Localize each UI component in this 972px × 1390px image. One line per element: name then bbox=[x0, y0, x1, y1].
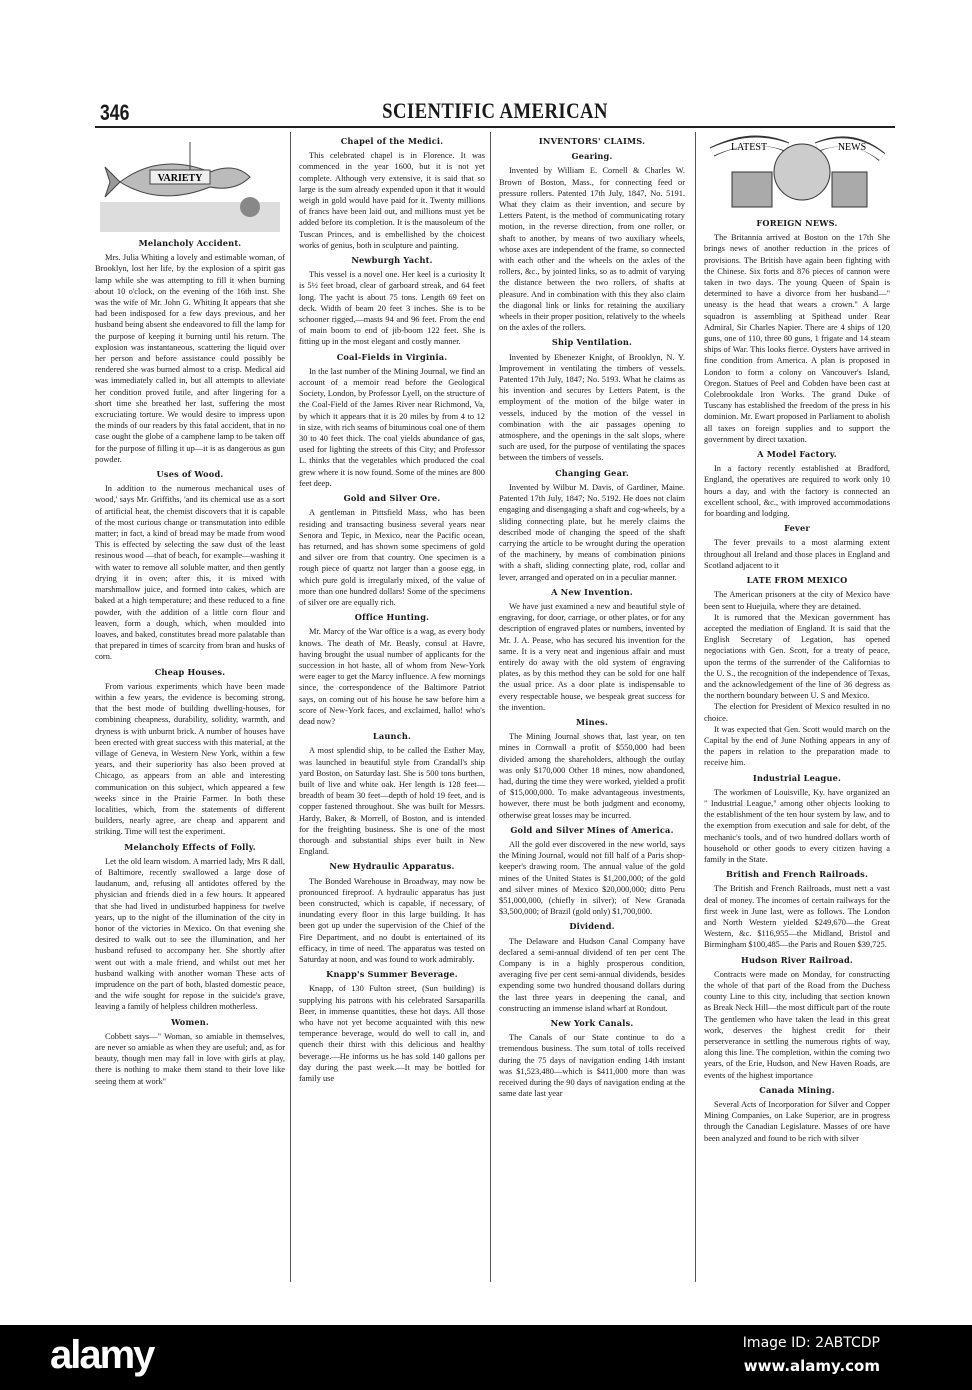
article-paragraph: Cobbett says—" Woman, so amiable in themselves, are never so amiable as when they are useful; and, as for beauty, though men may fall in love with girls at play, there is nothing to make them stand to their love like seeing them at work" bbox=[95, 1031, 285, 1086]
article-paragraph: The American prisoners at the city of Mexico have been sent to Huejuila, where they are detained. bbox=[704, 590, 890, 611]
article-heading: British and French Railroads. bbox=[726, 869, 868, 880]
watermark-url: www.alamy.com bbox=[743, 1357, 880, 1375]
article-paragraph: In addition to the numerous mechanical uses of wood,' says Mr. Griffiths, 'and its chemical use as a sort of artificial heat, the chemist discovers that it is capable of the most curious change or transmutation into edible matter; in fact, a kind of bread may be made from wood This is effected by selecting the saw dust of the least resinous wood —that of beach, for example—washing it with water to remove all soluble matter, and then gently drying it in oven; after this, it is mixed with marshmallow juice, and formed into cakes, which are baked at a high temperature; and these reduced to a fine powder, with the addition of a little corn flour and leaven, form a dough, which, when moulded into loaves, and baked, constitutes bread more palatable than that prepared in times of scarcity from bran and husks of corn. bbox=[95, 484, 285, 662]
article-paragraph: The election for President of Mexico resulted in no choice. bbox=[704, 702, 890, 723]
article-paragraph: All the gold ever discovered in the new world, says the Mining Journal, would not fill half of a Paris shop-keeper's drawing room. The annual value of the gold mines of the United States is $1,200,000; of the gold and silver mines of Mexico $20,000,000; ditto Peru $51,000,000, (chiefly in silver); of New Granada $3,500,000; of Brazil (gold only) $1,700,000. bbox=[499, 839, 685, 917]
page-header bbox=[95, 96, 895, 128]
publication-title: SCIENTIFIC AMERICAN bbox=[382, 98, 608, 123]
article-heading: Knapp's Summer Beverage. bbox=[326, 969, 458, 980]
column-articles bbox=[704, 218, 890, 1144]
article-heading: Newburgh Yacht. bbox=[351, 255, 433, 266]
column-3 bbox=[490, 132, 685, 1282]
article-heading: Melancholy Accident. bbox=[138, 238, 242, 248]
article-paragraph: A most splendid ship, to be called the Esther May, was launched in beautiful style from Crandall's ship yard Boston, on Saturday last. She is 500 tons burthen, built of live and white oak. Her length is 128 feet—breadth of beam 30 feet—depth of hold 19 feet, and is copper fastened throughout. She was built for Messrs. Hardy, Baker, & Morrell, of Boston, and is intended for the freighting business. She is one of the most thorough and substantial ships ever built in New England. bbox=[299, 746, 485, 857]
column-2 bbox=[290, 132, 485, 1282]
article-heading: Gold and Silver Mines of America. bbox=[510, 824, 674, 835]
article-paragraph: This vessel is a novel one. Her keel is a curiosity It is 5½ feet broad, clear of garboard streak, and 64 feet long. The yacht is about 75 tons. Length 69 feet on deck. Width of beam 20 feet 3 inches. She is to be schooner rigged,—masts 94 and 96 feet. From the end of main boom to end of jib-boom 122 feet. She is fitting up in the most elegant and costly manner. bbox=[299, 270, 485, 347]
column-4 bbox=[695, 132, 890, 1282]
article-paragraph: It was expected that Gen. Scott would march on the Capital by the end of June Nothing appears in any of the papers in relation to the preparation made to receive him. bbox=[704, 724, 890, 768]
article-heading: Industrial League. bbox=[752, 772, 842, 783]
article-paragraph: The Delaware and Hudson Canal Company have declared a semi-annual dividend of ten per cent The Company is in a highly prosperous condition, averaging five per cent semi-annual dividends, besides expending some two hundred thousand dollars during the last three years in deepening the canal, and constructing an immense island wharf at Rondout. bbox=[499, 936, 685, 1013]
article-heading: Dividend. bbox=[569, 921, 615, 932]
article-paragraph: Invented by Ebenezer Knight, of Brooklyn, N. Y. Improvement in ventilating the timbers of vessels. Patented 17th July, 1847; No. 5193. What he claims as his invention and secures by Letters Patent, is the employment of the motion of the bilge water in vessels, induced by the motion of the vessel in combination with the air passages opening to atmosphere, and the openings in the salt slops, where such are used, for the purpose of ventilating the spaces between the timbers of vessels. bbox=[499, 352, 685, 463]
article-paragraph: The Canals of our State continue to do a tremendous business. The sum total of tolls received during the 75 days of navigation ending 14th instant was $1,523,480—which is $411,000 more than was received during the 90 days of navigation ending at the same date last year bbox=[499, 1033, 685, 1099]
article-heading: A New Invention. bbox=[551, 586, 633, 597]
article-paragraph: Mr. Marcy of the War office is a wag, as every body knows. The death of Mr. Beasly, consul at Havre, having brought the usual number of applicants for the succession in hot haste, all of whom from New-York were eager to get the Marcy influence. A few mornings since, the correspondence of the Baltimore Patriot says, on coming out of his house he saw before him a score of New-York faces, and exclaimed, hallo! who's dead now? bbox=[299, 627, 485, 726]
article-heading: Fever bbox=[784, 523, 810, 534]
latest-news-banner-illustration bbox=[707, 132, 887, 212]
article-paragraph: Mrs. Julia Whiting a lovely and estimable woman, of Brooklyn, lost her life, by the explosion of a spirit gas lamp while she was attempting to fill it when burning about 10 o'clock, on the evening of the 16th inst. She was the wife of Mr. John G. Whiting It appears that she had been indisposed for a few days previous, and her husband being absent she endeavored to fill the lamp for the purpose of keeping it burning until his return. The explosion was instantaneous, scattering the liquid over her person and before assistance could possibly be rendered she was burned almost to a crisp. Medical aid was immediately called in, but all attempts to alleviate her condition proved futile, and after lingering for a short time she breathed her last, suffering the most excruciating torture. We would desire to impress upon the minds of our readers by this fatal accident, that in no case ought the globe of a camphene lamp to be taken off for the purpose of filling it up—it is as dangerous as gun powder. bbox=[95, 253, 285, 464]
article-heading: Gearing. bbox=[571, 151, 613, 162]
article-paragraph: Knapp, of 130 Fulton street, (Sun building) is supplying his patrons with his celebrated Sarsaparilla Beer, in immense quantities, these hot days. All those who have not yet become acquainted with this new temperance beverage, would do well to call in, and quench their thirst with this delicious and healthy beverage.—He informs us he has sold 140 gallons per day during the past week.—It may be bottled for family use bbox=[299, 984, 485, 1084]
article-heading: New Hydraulic Apparatus. bbox=[329, 861, 455, 872]
article-paragraph: Invented by William E. Cornell & Charles W. Brown of Boston, Mass., for connecting feed or pressure rollers. Patented 17th July, 1847, No. 5191. What they claim as their invention, and secure by Letters Patent, is the method of communicating rotary motion, in the reverse direction, from one roller, or shaft to another, by means of two auxiliary wheels, whose axes are independent of the frame, so connected with each other and the wheels on the axles of the rollers, &c., by jointed links, so as to admit of varying the distance between the two rollers, of shafts at pleasure. And in combination with this they also claim the diagonal link or links for retaining the auxiliary wheels in their proper position, relatively to the wheels on the axles of the rollers. bbox=[499, 166, 685, 333]
article-heading: Office Hunting. bbox=[354, 612, 430, 623]
column-articles bbox=[95, 238, 285, 1087]
svg-text:VARIETY: VARIETY bbox=[157, 173, 203, 184]
article-paragraph: In a factory recently established at Bradford, England, the operatives are required to work only 10 hours a day, and with the factory is connected an excellent school, &c., with improved accommodations for boarding and lodging. bbox=[704, 464, 890, 519]
article-paragraph: The Mining Journal shows that, last year, on ten mines in Cornwall a profit of $550,000 had been divided among the shareholders, although the outlay was only $170,000 Other 18 mines, now abandoned, had, during the time they were worked, yielded a profit of $15,000,000. To make advantageous investments, however, there must be both judgment and economy, otherwise great losses may be incurred. bbox=[499, 732, 685, 820]
article-paragraph: We have just examined a new and beautiful style of engraving, for door, carriage, or other plates, or for any description of engraved plates or numbers, invented by Mr. J. A. Pease, who has secured his invention for the same. It is a very neat and ingenious affair and must entirely do away with the old system of engraving plates, as by this method they can be sold for one half the usual price. As a door plate is indispensable to every respectable house, we bespeak great success for the invention. bbox=[499, 601, 685, 712]
article-heading: A Model Factory. bbox=[757, 449, 837, 460]
article-heading: Gold and Silver Ore. bbox=[343, 493, 441, 504]
variety-fish-illustration bbox=[100, 132, 280, 232]
banner-news-text: NEWS bbox=[837, 142, 867, 153]
article-paragraph: Invented by Wilbur M. Davis, of Gardiner, Maine. Patented 17th July, 1847; No. 5192. He does not claim engaging and disengaging a shaft and cog-wheels, by a sliding connecting plate, but he merely claims the described mode of changing the speed of the shaft carrying the article to be wrought during the operation of the machinery, by means of combination pinions with a shaft, sliding connecting plate, rod, collar and lever, arranged and operated on in a peculiar manner. bbox=[499, 482, 685, 582]
article-heading: Ship Ventilation. bbox=[551, 337, 633, 348]
article-paragraph: From various experiments which have been made within a few years, the evidence is becoming strong, that the best mode of building dwelling-houses, for combining cheapness, durability, solidity, warmth, and dryness is with unburnt brick. A number of houses have been erected with great success with this material, at the village of Geneva, in Western New York, within a few years, and their superiority has also been proved at Chicago, as appears from an able and interesting communication on this subject, which appeared a few weeks since in the Prairie Farmer. In both these localities, which, from the statements of different builders, nearly agree, are cheap and apparent and striking. Time will test the experiment. bbox=[95, 681, 285, 837]
article-paragraph: Several Acts of Incorporation for Silver and Copper Mining Companies, on Lake Superior, are in progress through the Canadian Legislature. Masses of ore have been analyzed and found to be rich with silver bbox=[704, 1100, 890, 1143]
alamy-logo: alamy bbox=[50, 1333, 154, 1377]
article-heading: Changing Gear. bbox=[555, 467, 629, 478]
article-paragraph: Contracts were made on Monday, for constructing the whole of that part of the Road from the Duchess county Line to this city, including that section known as Break Neck Hill—the most difficult part of the route The gentlemen who have taken the lead in this great work, deserves the highest credit for their perserverance in settling the numerous rights of way, along this line. The completion, within the coming two years, of the Erie, Hudson, and New Haven Roads, are events of the highest importance bbox=[704, 969, 890, 1080]
article-heading: LATE FROM MEXICO bbox=[746, 575, 848, 586]
article-heading: Women. bbox=[171, 1016, 209, 1027]
article-paragraph: Let the old learn wisdom. A married lady, Mrs R dall, of Baltimore, recently swallowed a large dose of laudanum, and, refusing all antidotes offered by the physician and friends died in a few hours. It appeared that she had lived in undisturbed happiness for twelve years, up to the night of the illumination of the city in honor of the victories in Mexico. On that evening she desired to walk out to see the illumination, and her husband refused to accompany her. She shortly after went out with a male friend, and whilst out met her husband walking with another woman These acts of imprudence on the part of both, blasted domestic peace, and the wife sought for repose in the suicide's grave, leaving a family of helpless children motherless. bbox=[95, 856, 285, 1012]
article-paragraph: The workmen of Louisville, Ky. have organized an " Industrial League," among other objects looking to the establishment of the ten hour system by law, and to the exemption from execution and sale for debt, of the mechanic's tools, and of two hundred dollars worth of household or other goods to every citizen having a family in the State. bbox=[704, 787, 890, 864]
article-paragraph: This celebrated chapel is in Florence. It was commenced in the year 1600, but it is not yet complete. Although very extensive, it is said that so large is the sum already expended upon it that it would weigh in gold would have paid for it. Twenty millions of francs have been laid out, and millions must yet be added before its completion. It is the mausoleum of the Tuscan Princes, and is embellished by the choicest works of genius, both in sculpture and painting. bbox=[299, 151, 485, 250]
article-heading: INVENTORS' CLAIMS. bbox=[538, 136, 646, 146]
page-number: 346 bbox=[100, 100, 130, 125]
article-heading: Mines. bbox=[576, 716, 608, 727]
article-heading: Melancholy Effects of Folly. bbox=[124, 841, 256, 852]
article-heading: Chapel of the Medici. bbox=[340, 136, 444, 146]
article-paragraph: The Britannia arrived at Boston on the 17th She brings news of another reduction in the prices of provisions. The British have again been fighting with the Chinese. Six forts and 876 pieces of cannon were taken in two days. The young Queen of Spain is determined to have a divorce from her husband—" uneasy is the head that wears a crown." A large squadron is assembling at Spithead under Rear Admiral, Sir Charles Napier. There are 4 ships of 120 guns, one of 110, three 80 guns, 1 frigate and 14 steam ships of War. This looks fierce. Oysters have arrived in fine condition from America. A plan is proposed in London to form a colony on Vancouver's Island, Oregon. Statues of Peel and Cobden have been cast at Colebrookdale Iron Works. The grand Duke of Tuscany has established the freedom of the press in his dominion. Mr. Ewart proposed in Parliament to abolish all taxes on foreign supplies and to support the government by direct taxation. bbox=[704, 233, 890, 444]
article-heading: New York Canals. bbox=[550, 1018, 634, 1029]
article-heading: FOREIGN NEWS. bbox=[756, 218, 838, 228]
column-articles bbox=[299, 136, 485, 1084]
article-paragraph: A gentleman in Pittsfield Mass, who has been residing and transacting business several years near Senora and Tepic, in Mexico, near the Pacific ocean, has returned, and has shown some specimens of gold and silver ore from that country. One specimen is a rough piece of quartz not larger than a goose egg, in which pure gold is irregularly mixed, of the value of more than one hundred dollars! Some of the specimens of silver ore are equally rich. bbox=[299, 508, 485, 607]
article-paragraph: The British and French Railroads, must nett a vast deal of money. The incomes of certain railways for the first week in June last, were as follows. The London and North Western yielded $249,670—the Great Western, &c. $116,955—the Midland, Bristol and Birmingham $100,485—the Paris and Rouen $39,725. bbox=[704, 884, 890, 950]
article-heading: Coal-Fields in Virginia. bbox=[336, 351, 448, 362]
article-heading: Uses of Wood. bbox=[156, 469, 224, 480]
article-paragraph: It is rumored that the Mexican government has accepted the mediation of England. It is said that the English Secretary of Legation, has opened negociations with Gen. Scott, for a treaty of peace, upon the terms of the surrender of the Californias to the U. S., the recognition of the independence of Texas, and the acknowledgement of the line of 36 degress as the northern boundary between U. S and Mexico. bbox=[704, 612, 890, 701]
article-heading: Launch. bbox=[372, 731, 412, 742]
article-paragraph: In the last number of the Mining Journal, we find an account of a memoir read before the Geological Society, London, by Professor Lyell, on the structure of the Coal-Field of the James River near Richmond, Va, by which it appears that it is 20 miles by from 4 to 12 in size, with rich seams of bituminous coal one of them 30 to 40 feet thick. The coal yields abundance of gas, used for lighting the streets of this City; and Professor L. thinks that the vegetables which produced the coal grew where it is now found. Some of the mines are 800 feet deep. bbox=[299, 366, 485, 488]
article-heading: Canada Mining. bbox=[759, 1084, 835, 1095]
article-paragraph: The fever prevails to a most alarming extent throughout all Ireland and those places in England and Scotland adjacent to it bbox=[704, 538, 890, 570]
image-id: Image ID: 2ABTCDP bbox=[742, 1335, 880, 1351]
article-paragraph: The Bonded Warehouse in Broadway, may now be pronounced fireproof. A hydraulic apparatus has just been constructed, which is capable, if necessary, of inundating every floor in this large building. It has been got up under the supervision of the Chief of the Fire Department, and no doubt is entertained of its efficacy, in time of need. The apparatus was tested on Saturday at noon, and was found to work admirably. bbox=[299, 876, 485, 965]
article-heading: Cheap Houses. bbox=[154, 666, 226, 677]
column-articles bbox=[499, 136, 685, 1099]
watermark-bar bbox=[0, 1325, 972, 1390]
banner-latest-text: LATEST bbox=[730, 142, 768, 153]
article-heading: Hudson River Railroad. bbox=[741, 954, 853, 965]
column-1 bbox=[95, 132, 285, 1282]
